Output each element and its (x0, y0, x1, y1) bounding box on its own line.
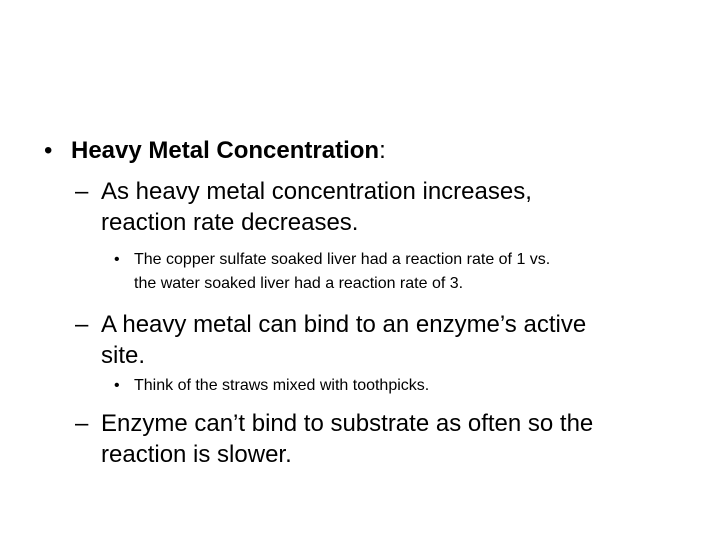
point-3-line-2: reaction is slower. (101, 441, 292, 468)
point-2-dash: – (75, 311, 89, 338)
point-2-line-1: A heavy metal can bind to an enzyme’s active (101, 311, 587, 338)
point-1-sub-line-2: the water soaked liver had a reaction rate of 3. (134, 275, 464, 292)
point-3-line-1: Enzyme can’t bind to substrate as often so the (101, 410, 594, 437)
point-3-dash: – (75, 410, 89, 437)
point-2-sub-line-1: Think of the straws mixed with toothpicks. (134, 377, 430, 394)
point-1-sub-line-1: The copper sulfate soaked liver had a reaction rate of 1 vs. (134, 251, 551, 268)
heading-colon: : (379, 137, 386, 164)
point-2-sub-bullet: • (114, 377, 120, 394)
heading-title: Heavy Metal Concentration (71, 137, 380, 164)
point-1-dash: – (75, 178, 89, 205)
point-1-line-1: As heavy metal concentration increases, (101, 178, 532, 205)
point-1-sub-bullet: • (114, 251, 120, 268)
point-2-line-2: site. (101, 342, 146, 369)
heading-bullet: • (44, 137, 53, 164)
point-1-line-2: reaction rate decreases. (101, 209, 359, 236)
